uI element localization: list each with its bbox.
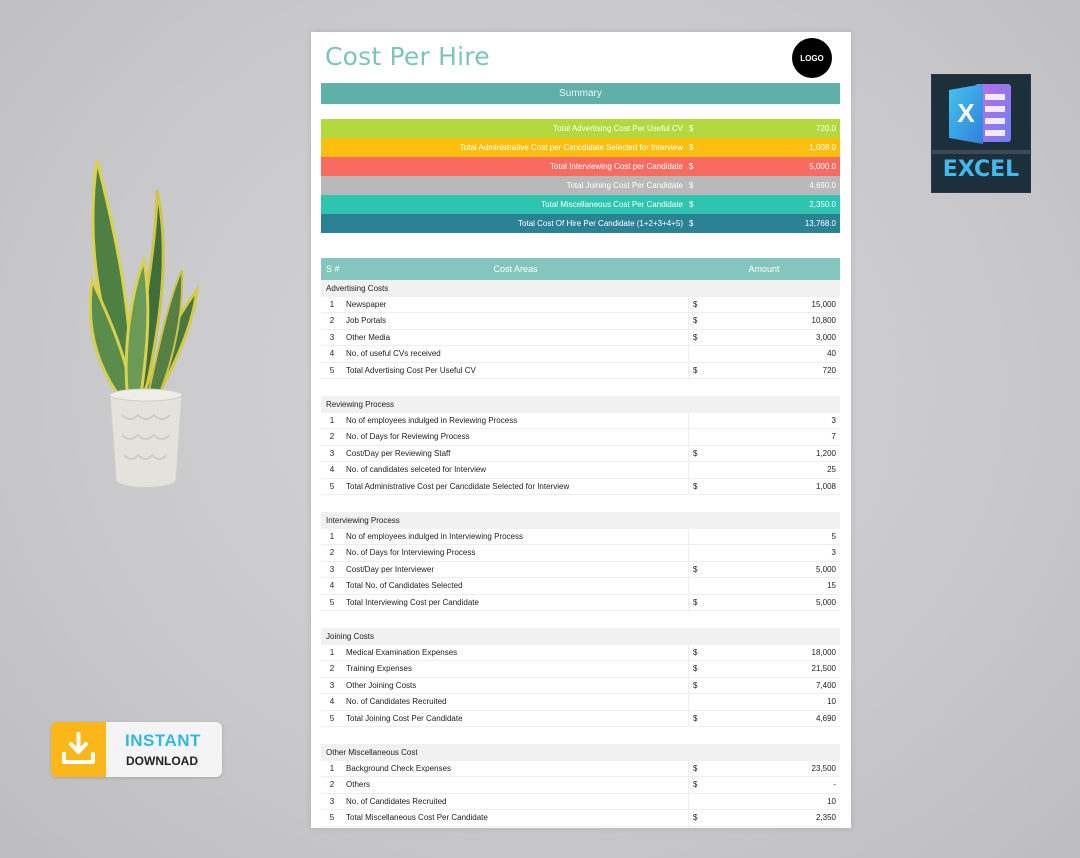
row-currency: $	[688, 479, 707, 495]
row-number: 1	[329, 531, 335, 541]
row-number: 3	[329, 332, 335, 342]
row-number: 5	[329, 813, 335, 823]
row-currency	[688, 529, 707, 545]
row-description: No. of Candidates Recruited	[346, 697, 447, 707]
row-description: Total No. of Candidates Selected	[346, 581, 463, 591]
table-row	[321, 446, 840, 463]
table-row	[321, 578, 840, 595]
excel-badge	[931, 74, 1031, 193]
summary-row	[321, 176, 840, 195]
summary-row	[321, 157, 840, 176]
summary-value: 2,350.0	[809, 200, 836, 209]
summary-label: Total Joining Cost Per Candidate	[566, 181, 683, 190]
download-icon-box	[51, 722, 106, 777]
row-description: No. of Days for Reviewing Process	[346, 432, 470, 442]
row-description: No. of candidates selceted for Interview	[346, 465, 487, 475]
summary-label: Total Advertising Cost Per Useful CV	[553, 124, 683, 133]
table-row	[321, 678, 840, 695]
section-spacer	[321, 611, 840, 628]
row-description: Total Miscellaneous Cost Per Candidate	[346, 813, 488, 823]
excel-divider	[932, 150, 1030, 154]
row-description: Total Advertising Cost Per Useful CV	[346, 365, 476, 375]
table-row	[321, 562, 840, 579]
row-description: Training Expenses	[346, 664, 412, 674]
row-description: No. of useful CVs received	[346, 349, 441, 359]
row-currency	[688, 794, 707, 810]
cost-per-hire-sheet	[311, 32, 851, 828]
row-currency	[688, 413, 707, 429]
summary-value: 1,008.0	[809, 143, 836, 152]
row-amount: 3	[831, 548, 836, 558]
table-row	[321, 595, 840, 612]
table-row	[321, 363, 840, 380]
row-amount: 2,350	[815, 813, 836, 823]
row-currency: $	[688, 777, 707, 793]
row-amount: 3	[831, 415, 836, 425]
row-currency	[688, 694, 707, 710]
row-amount: 1,008	[815, 481, 836, 491]
summary-row	[321, 195, 840, 214]
row-currency	[688, 429, 707, 445]
row-number: 4	[329, 697, 335, 707]
section-title: Interviewing Process	[321, 512, 840, 529]
row-description: Newspaper	[346, 299, 387, 309]
row-currency: $	[688, 313, 707, 329]
summary-label: Total Administrative Cost per Cancdidate Selected for Interview	[459, 143, 683, 152]
table-row	[321, 313, 840, 330]
row-currency: $	[688, 363, 707, 379]
row-amount: 5,000	[815, 597, 836, 607]
row-amount: 18,000	[811, 647, 836, 657]
row-description: Cost/Day per Reviewing Staff	[346, 448, 451, 458]
row-amount: 720	[822, 365, 836, 375]
row-description: Other Joining Costs	[346, 680, 417, 690]
row-amount: 5,000	[815, 564, 836, 574]
row-number: 3	[329, 680, 335, 690]
summary-value: 720.0	[815, 124, 836, 133]
row-description: Background Check Expenses	[346, 763, 451, 773]
row-number: 4	[329, 581, 335, 591]
table-row	[321, 330, 840, 347]
table-row	[321, 694, 840, 711]
table-row	[321, 545, 840, 562]
row-currency: $	[688, 810, 707, 826]
excel-label: EXCEL	[942, 157, 1020, 182]
summary-value: 4,690.0	[809, 181, 836, 190]
row-number: 1	[329, 763, 335, 773]
summary-currency: $	[689, 124, 694, 133]
section-title: Other Miscellaneous Cost	[321, 744, 840, 761]
row-description: Others	[346, 780, 371, 790]
row-number: 2	[329, 432, 335, 442]
row-currency: $	[688, 761, 707, 777]
table-row	[321, 479, 840, 496]
row-amount: 21,500	[811, 664, 836, 674]
row-description: Total Interviewing Cost per Candidate	[346, 597, 479, 607]
row-currency: $	[688, 595, 707, 611]
row-currency	[688, 462, 707, 478]
row-description: No of employees indulged in Reviewing Process	[346, 415, 518, 425]
row-amount: 1,200	[815, 448, 836, 458]
summary-currency: $	[689, 219, 694, 228]
table-row	[321, 711, 840, 728]
row-amount: 25	[827, 465, 836, 475]
summary-currency: $	[689, 162, 694, 171]
row-amount: 10,800	[811, 316, 836, 326]
download-tray-icon	[51, 722, 106, 777]
row-amount: 40	[827, 349, 836, 359]
table-row	[321, 794, 840, 811]
logo-placeholder: LOGO	[792, 38, 832, 78]
section-title: Advertising Costs	[321, 280, 840, 297]
row-currency: $	[688, 678, 707, 694]
section-title: Reviewing Process	[321, 396, 840, 413]
summary-label: Total Interviewing Cost per Candidate	[550, 162, 683, 171]
row-description: Job Portals	[346, 316, 387, 326]
svg-text:X: X	[957, 98, 975, 128]
row-currency: $	[688, 446, 707, 462]
table-row	[321, 761, 840, 778]
header-sn: S #	[326, 264, 340, 274]
section-spacer	[321, 379, 840, 396]
table-header	[321, 258, 840, 280]
row-amount: 15,000	[811, 299, 836, 309]
row-currency	[688, 346, 707, 362]
row-amount: 7	[831, 432, 836, 442]
row-currency: $	[688, 645, 707, 661]
header-amount: Amount	[748, 264, 780, 274]
row-description: Medical Examination Expenses	[346, 647, 458, 657]
summary-value: 13,768.0	[804, 219, 836, 228]
instant-label: INSTANT	[125, 731, 201, 750]
cost-table	[321, 280, 840, 827]
row-number: 1	[329, 415, 335, 425]
table-row	[321, 810, 840, 827]
row-number: 5	[329, 713, 335, 723]
row-description: No. of Candidates Recruited	[346, 796, 447, 806]
table-row	[321, 645, 840, 662]
table-row	[321, 346, 840, 363]
row-amount: -	[833, 780, 836, 790]
row-number: 1	[329, 647, 335, 657]
row-number: 3	[329, 564, 335, 574]
snake-plant-image	[62, 150, 207, 498]
row-currency: $	[688, 562, 707, 578]
table-row	[321, 429, 840, 446]
row-currency: $	[688, 711, 707, 727]
summary-header: Summary	[321, 83, 840, 104]
row-amount: 5	[831, 531, 836, 541]
header-cost-areas: Cost Areas	[493, 264, 538, 274]
row-currency: $	[688, 661, 707, 677]
instant-download-badge	[51, 722, 222, 777]
summary-label: Total Cost Of Hire Per Candidate (1+2+3+4+5)	[518, 219, 683, 228]
row-number: 4	[329, 349, 335, 359]
table-row	[321, 777, 840, 794]
row-number: 2	[329, 316, 335, 326]
row-number: 5	[329, 365, 335, 375]
excel-icon	[945, 80, 1015, 148]
row-description: No. of Days for Interviewing Process	[346, 548, 476, 558]
summary-rows	[321, 119, 840, 233]
summary-label: Total Miscellaneous Cost Per Candidate	[541, 200, 683, 209]
row-amount: 10	[827, 796, 836, 806]
row-amount: 4,690	[815, 713, 836, 723]
section-spacer	[321, 495, 840, 512]
row-number: 3	[329, 796, 335, 806]
table-row	[321, 661, 840, 678]
row-amount: 23,500	[811, 763, 836, 773]
row-description: Total Joining Cost Per Candidate	[346, 713, 463, 723]
download-label: DOWNLOAD	[126, 754, 198, 768]
row-number: 4	[329, 465, 335, 475]
summary-row	[321, 214, 840, 233]
section-title: Joining Costs	[321, 628, 840, 645]
row-number: 5	[329, 481, 335, 491]
row-number: 3	[329, 448, 335, 458]
row-amount: 3,000	[815, 332, 836, 342]
row-amount: 7,400	[815, 680, 836, 690]
table-row	[321, 297, 840, 314]
row-number: 2	[329, 548, 335, 558]
row-number: 1	[329, 299, 335, 309]
sheet-title: Cost Per Hire	[325, 42, 490, 71]
row-amount: 15	[827, 581, 836, 591]
table-row	[321, 413, 840, 430]
row-currency	[688, 545, 707, 561]
summary-row	[321, 138, 840, 157]
row-currency: $	[688, 297, 707, 313]
row-description: Cost/Day per Interviewer	[346, 564, 435, 574]
row-number: 2	[329, 664, 335, 674]
row-description: Total Administrative Cost per Cancdidate Selected for Interview	[346, 481, 570, 491]
summary-currency: $	[689, 181, 694, 190]
summary-currency: $	[689, 143, 694, 152]
table-row	[321, 529, 840, 546]
summary-row	[321, 119, 840, 138]
row-currency: $	[688, 330, 707, 346]
summary-value: 5,000.0	[809, 162, 836, 171]
summary-currency: $	[689, 200, 694, 209]
row-amount: 10	[827, 697, 836, 707]
row-currency	[688, 578, 707, 594]
row-number: 5	[329, 597, 335, 607]
row-number: 2	[329, 780, 335, 790]
row-description: Other Media	[346, 332, 391, 342]
section-spacer	[321, 727, 840, 744]
table-row	[321, 462, 840, 479]
row-description: No of employees indulged in Interviewing Process	[346, 531, 523, 541]
